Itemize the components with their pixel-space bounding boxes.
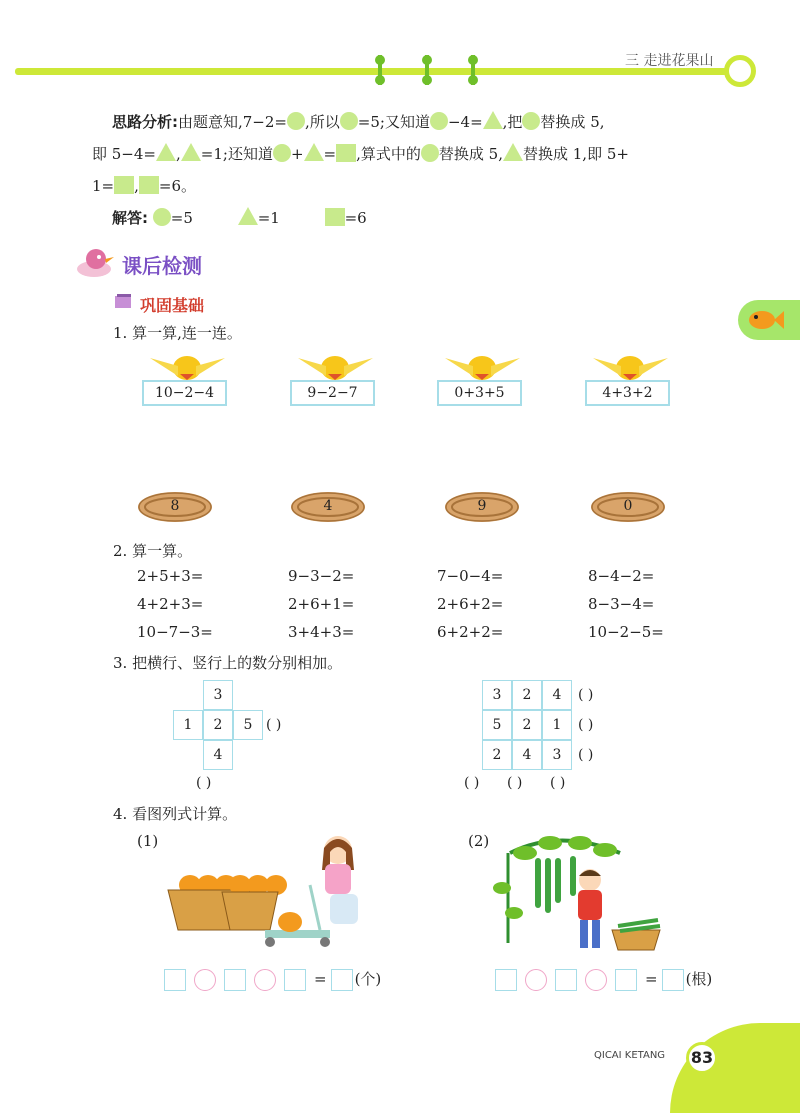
header-ring-icon bbox=[724, 55, 756, 87]
answer-value: =1 bbox=[257, 209, 280, 227]
answer-paren[interactable]: ( ) bbox=[578, 717, 594, 733]
calc-item[interactable]: 7−0−4= bbox=[437, 567, 504, 585]
header-pin bbox=[375, 55, 385, 85]
answer-paren[interactable]: ( ) bbox=[464, 775, 480, 791]
chapter-title: 三 走进花果山 bbox=[625, 53, 714, 69]
text: ,所以 bbox=[305, 113, 340, 131]
bird-icon bbox=[593, 348, 668, 382]
triangle-shape bbox=[503, 143, 523, 161]
part-label: (2) bbox=[468, 832, 490, 850]
question-3-title: 3. 把横行、竖行上的数分别相加。 bbox=[113, 654, 343, 672]
text: =5;又知道 bbox=[357, 113, 430, 131]
calc-item[interactable]: 9−3−2= bbox=[288, 567, 355, 585]
triangle-shape bbox=[304, 143, 324, 161]
unit-label: (根) bbox=[685, 970, 713, 988]
header-pin bbox=[468, 55, 478, 85]
answer-box[interactable] bbox=[224, 969, 246, 991]
part-label: (1) bbox=[137, 832, 159, 850]
calc-item[interactable]: 2+6+2= bbox=[437, 595, 504, 613]
text: ,把 bbox=[502, 113, 523, 131]
cross-cell: 5 bbox=[233, 710, 263, 740]
expression-box[interactable]: 4+3+2 bbox=[585, 380, 670, 406]
bird-card bbox=[290, 348, 380, 408]
text: 由题意知,7−2= bbox=[178, 113, 287, 131]
answer-paren[interactable]: ( ) bbox=[196, 775, 212, 791]
nest[interactable] bbox=[137, 490, 213, 524]
answer-box[interactable] bbox=[495, 969, 517, 991]
bird-card bbox=[142, 348, 232, 408]
square-shape bbox=[139, 176, 159, 194]
answer-paren[interactable]: ( ) bbox=[550, 775, 566, 791]
analysis-paragraph bbox=[92, 106, 762, 202]
circle-shape bbox=[430, 112, 448, 130]
square-shape bbox=[336, 144, 356, 162]
square-shape bbox=[325, 208, 345, 226]
circle-shape bbox=[287, 112, 305, 130]
text: = bbox=[323, 145, 337, 163]
nest-number: 4 bbox=[323, 498, 333, 514]
triangle-shape bbox=[483, 111, 503, 129]
square-shape bbox=[114, 176, 134, 194]
bird-card bbox=[585, 348, 675, 408]
answer-box[interactable] bbox=[555, 969, 577, 991]
triangle-shape bbox=[238, 207, 258, 225]
text: 替换成 5, bbox=[438, 145, 503, 163]
operator-circle[interactable] bbox=[194, 969, 216, 991]
equation-answer-2 bbox=[495, 968, 712, 991]
grid-cell: 2 bbox=[482, 740, 512, 770]
bird-icon bbox=[445, 348, 520, 382]
calc-item[interactable]: 10−2−5= bbox=[588, 623, 664, 641]
equals-sign: = bbox=[314, 970, 327, 988]
calc-item[interactable]: 8−3−4= bbox=[588, 595, 655, 613]
operator-circle[interactable] bbox=[585, 969, 607, 991]
answer-box[interactable] bbox=[284, 969, 306, 991]
brand-label: QICAI KETANG bbox=[594, 1050, 666, 1061]
triangle-shape bbox=[156, 143, 176, 161]
text: ,算式中的 bbox=[356, 145, 421, 163]
circle-shape bbox=[421, 144, 439, 162]
triangle-shape bbox=[181, 143, 201, 161]
question-1-title: 1. 算一算,连一连。 bbox=[113, 324, 242, 342]
calc-item[interactable]: 10−7−3= bbox=[137, 623, 213, 641]
calc-item[interactable]: 8−4−2= bbox=[588, 567, 655, 585]
text: 1= bbox=[92, 177, 115, 195]
cross-cell: 3 bbox=[203, 680, 233, 710]
answer-paren[interactable]: ( ) bbox=[578, 687, 594, 703]
cross-cell: 1 bbox=[173, 710, 203, 740]
text: =1;还知道 bbox=[200, 145, 273, 163]
answer-box[interactable] bbox=[662, 969, 684, 991]
text: 替换成 1,即 5+ bbox=[522, 145, 629, 163]
expression-box[interactable]: 10−2−4 bbox=[142, 380, 227, 406]
text: , bbox=[176, 145, 181, 163]
cross-cell: 2 bbox=[203, 710, 233, 740]
circle-shape bbox=[522, 112, 540, 130]
question-2-title: 2. 算一算。 bbox=[113, 542, 193, 560]
pumpkin-illustration bbox=[160, 830, 370, 950]
answer-line bbox=[112, 202, 367, 234]
fish-icon bbox=[746, 305, 786, 335]
text: 替换成 5, bbox=[540, 113, 605, 131]
expression-box[interactable]: 0+3+5 bbox=[437, 380, 522, 406]
equals-sign: = bbox=[645, 970, 658, 988]
grid-cell: 4 bbox=[512, 740, 542, 770]
grid-cell: 5 bbox=[482, 710, 512, 740]
section-title: 课后检测 bbox=[122, 254, 202, 278]
nest[interactable] bbox=[444, 490, 520, 524]
answer-box[interactable] bbox=[331, 969, 353, 991]
calc-item[interactable]: 2+5+3= bbox=[137, 567, 204, 585]
nest-number: 0 bbox=[623, 498, 633, 514]
grid-cell: 3 bbox=[482, 680, 512, 710]
header-pin bbox=[422, 55, 432, 85]
unit-label: (个) bbox=[354, 970, 382, 988]
cross-cell: 4 bbox=[203, 740, 233, 770]
grid-cell: 1 bbox=[542, 710, 572, 740]
bird-icon bbox=[150, 348, 225, 382]
side-tab bbox=[738, 300, 800, 340]
grid-cell: 2 bbox=[512, 680, 542, 710]
equation-answer-1 bbox=[164, 968, 381, 991]
circle-shape bbox=[153, 208, 171, 226]
grid-cell: 2 bbox=[512, 710, 542, 740]
calc-item[interactable]: 4+2+3= bbox=[137, 595, 204, 613]
nest-number: 8 bbox=[170, 498, 180, 514]
answer-paren[interactable]: ( ) bbox=[578, 747, 594, 763]
answer-paren[interactable]: ( ) bbox=[266, 717, 282, 733]
nest-number: 9 bbox=[477, 498, 487, 514]
question-4-title: 4. 看图列式计算。 bbox=[113, 805, 238, 823]
answer-box[interactable] bbox=[615, 969, 637, 991]
text: =6。 bbox=[158, 177, 197, 195]
text: + bbox=[290, 145, 304, 163]
bird-icon bbox=[298, 348, 373, 382]
circle-shape bbox=[340, 112, 358, 130]
answer-box[interactable] bbox=[164, 969, 186, 991]
text: −4= bbox=[447, 113, 483, 131]
bird-card bbox=[437, 348, 527, 408]
calc-item[interactable]: 3+4+3= bbox=[288, 623, 355, 641]
answer-paren[interactable]: ( ) bbox=[507, 775, 523, 791]
operator-circle[interactable] bbox=[254, 969, 276, 991]
nest[interactable] bbox=[290, 490, 366, 524]
answer-value: =5 bbox=[170, 209, 193, 227]
bean-illustration bbox=[490, 828, 670, 953]
mascot-icon bbox=[74, 245, 116, 279]
grid-cell: 4 bbox=[542, 680, 572, 710]
page-number: 83 bbox=[686, 1042, 718, 1074]
calc-item[interactable]: 2+6+1= bbox=[288, 595, 355, 613]
answer-label: 解答: bbox=[112, 209, 148, 227]
grid-cell: 3 bbox=[542, 740, 572, 770]
calc-item[interactable]: 6+2+2= bbox=[437, 623, 504, 641]
nest[interactable] bbox=[590, 490, 666, 524]
book-icon bbox=[113, 292, 135, 310]
text: 即 5−4= bbox=[92, 145, 156, 163]
answer-value: =6 bbox=[344, 209, 367, 227]
text: , bbox=[134, 177, 139, 195]
circle-shape bbox=[273, 144, 291, 162]
expression-box[interactable]: 9−2−7 bbox=[290, 380, 375, 406]
subsection-title: 巩固基础 bbox=[140, 296, 205, 315]
operator-circle[interactable] bbox=[525, 969, 547, 991]
analysis-label: 思路分析: bbox=[112, 113, 178, 131]
